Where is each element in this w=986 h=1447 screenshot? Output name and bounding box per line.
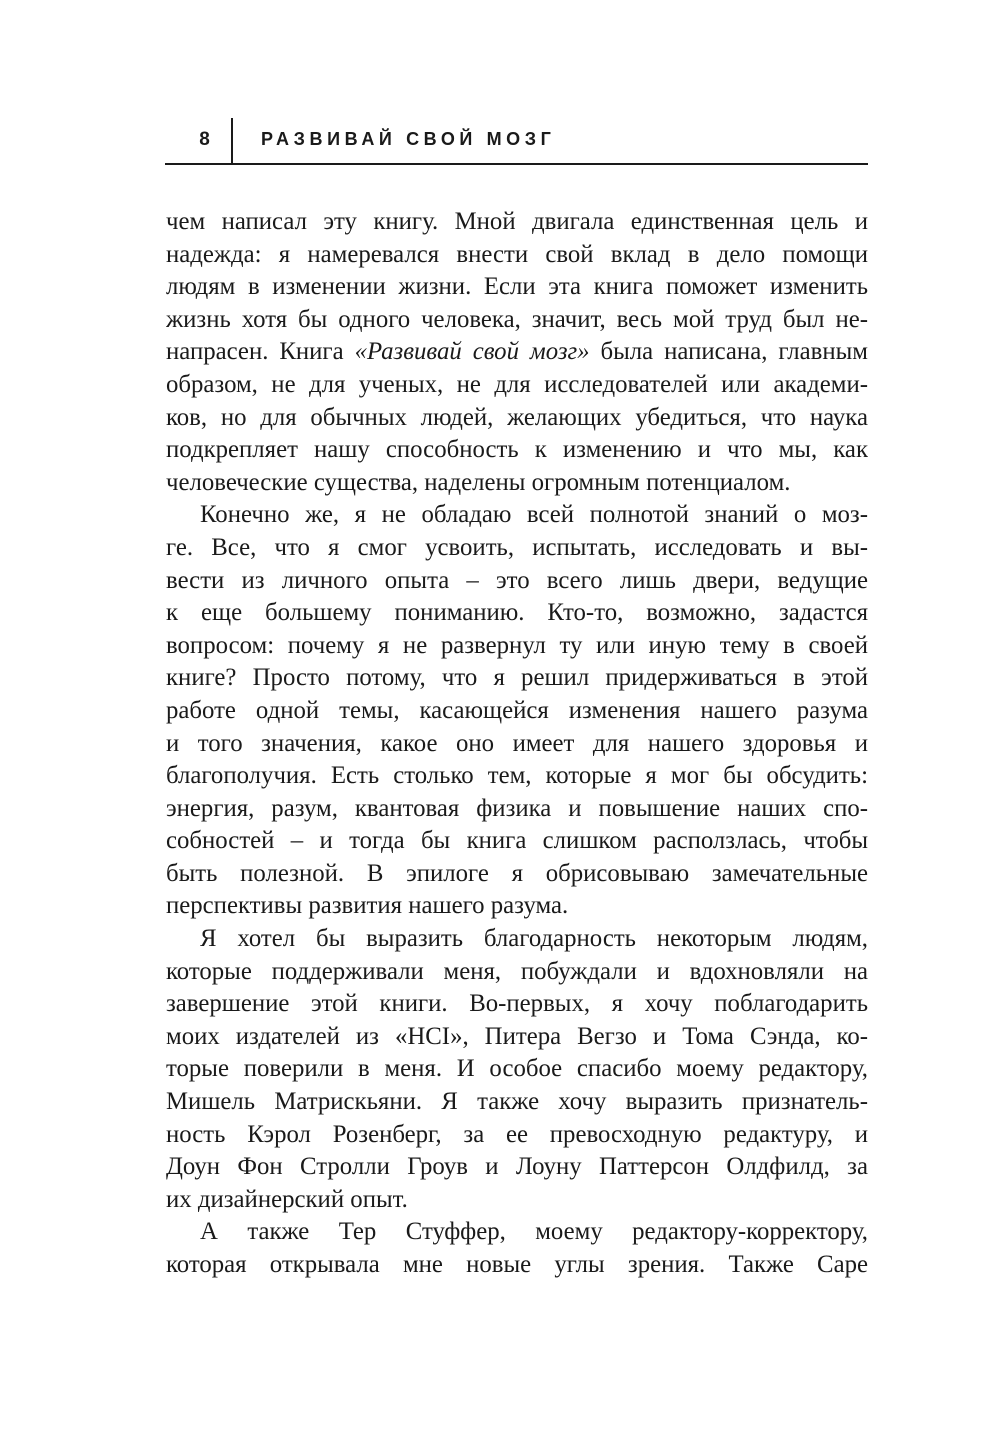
text-line: книге? Просто потому, что я решил придерживаться в этой [166, 664, 868, 692]
text-line [166, 336, 868, 369]
text-line: моих издателей из «HCI», Питера Вегзо и Тома Сэнда, ко- [166, 1022, 868, 1050]
text-line: подкрепляет нашу способность к изменению и что мы, как [166, 436, 868, 464]
text-line: быть полезной. В эпилоге я обрисовываю замечательные [166, 859, 868, 887]
text-line: ков, но для обычных людей, желающих убедиться, что наука [166, 403, 868, 431]
text-line: вести из личного опыта – это всего лишь двери, ведущие [166, 566, 868, 594]
running-title: РАЗВИВАЙ СВОЙ МОЗГ [261, 129, 556, 149]
text-line: Доун Фон Стролли Гроув и Лоуну Паттерсон Олдфилд, за [166, 1153, 868, 1181]
text-line: человеческие существа, наделены огромным потенциалом. [166, 468, 791, 496]
text-line: Я хотел бы выразить благодарность некоторым людям, [200, 925, 868, 953]
text-line: работе одной темы, касающейся изменения нашего разума [166, 696, 868, 724]
text-line: и того значения, какое оно имеет для нашего здоровья и [166, 729, 868, 757]
text-line: завершение этой книги. Во-первых, я хочу поблагодарить [166, 990, 868, 1018]
running-header [165, 118, 868, 166]
text-line: к еще большему пониманию. Кто-то, возможно, задастся [166, 599, 868, 627]
text-line: их дизайнерский опыт. [166, 1185, 408, 1213]
header-rule [165, 163, 868, 165]
page-number: 8 [199, 129, 211, 150]
text-fragment: была написана, главным [589, 338, 868, 366]
text-line: которые поддерживали меня, побуждали и вдохновляли на [166, 957, 868, 985]
text-line: ге. Все, что я смог усвоить, испытать, исследовать и вы- [166, 533, 868, 561]
text-line: торые поверили в меня. И особое спасибо моему редактору, [166, 1055, 868, 1083]
text-line: ность Кэрол Розенберг, за ее превосходную редактуру, и [166, 1120, 868, 1148]
header-divider [231, 118, 233, 164]
body-text [166, 206, 868, 1282]
text-line: А также Тер Стуффер, моему редактору-корректору, [200, 1218, 868, 1246]
text-line: вопросом: почему я не развернул ту или иную тему в своей [166, 631, 868, 659]
text-line: надежда: я намеревался внести свой вклад в дело помощи [166, 240, 868, 268]
text-line: чем написал эту книгу. Мной двигала единственная цель и [166, 208, 868, 235]
text-line: людям в изменении жизни. Если эта книга поможет изменить [166, 273, 868, 301]
text-line: собностей – и тогда бы книга слишком расползлась, чтобы [166, 827, 868, 855]
text-line: которая открывала мне новые углы зрения. Также Саре [166, 1251, 868, 1278]
book-title-italic: «Развивай свой мозг» [354, 338, 590, 366]
text-line: Мишель Матрискьяни. Я также хочу выразить признатель- [166, 1088, 868, 1116]
text-line: энергия, разум, квантовая физика и повышение наших спо- [166, 794, 868, 822]
text-line: жизнь хотя бы одного человека, значит, весь мой труд был не- [166, 305, 868, 333]
text-line: перспективы развития нашего разума. [166, 892, 569, 920]
text-line: благополучия. Есть столько тем, которые я мог бы обсудить: [166, 762, 868, 790]
text-fragment: напрасен. Книга [166, 338, 355, 366]
text-line: Конечно же, я не обладаю всей полнотой знаний о моз- [200, 501, 868, 529]
text-line: образом, не для ученых, не для исследователей или академи- [166, 370, 868, 398]
